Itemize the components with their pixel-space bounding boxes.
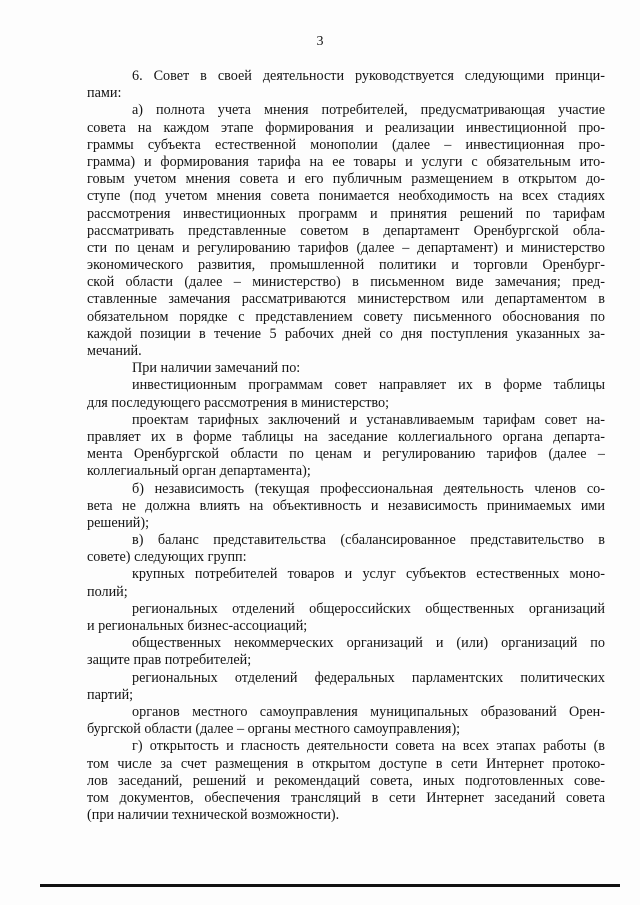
- text-line: а) полнота учета мнения потребителей, предусматривающая участие: [132, 102, 605, 119]
- text-line: 6. Совет в своей деятельности руководствуется следующими принци-: [132, 68, 605, 84]
- text-line: рассмотрения инвестиционных программ и принятия решений по тарифам: [87, 205, 605, 222]
- text-line: (при наличии технической возможности).: [87, 807, 340, 824]
- text-line: проектам тарифных заключений и устанавливаемым тарифам совет на-: [132, 411, 605, 428]
- text-line: мечаний.: [87, 343, 142, 359]
- text-line: обязательном порядке с представлением совету письменного обоснования по: [87, 308, 605, 325]
- text-line: партий;: [87, 686, 134, 703]
- text-line: региональных отделений федеральных парламентских политических: [132, 669, 605, 686]
- text-line: общественных некоммерческих организаций и (или) организаций по: [132, 635, 605, 652]
- text-line: правляет их в форме таблицы на заседание коллегиального органа департа-: [87, 428, 605, 445]
- text-line: инвестиционным программам совет направляет их в форме таблицы: [132, 377, 605, 394]
- text-line: полий;: [87, 583, 128, 600]
- text-line: том документов, обеспечения трансляций в сети Интернет заседаний совета: [87, 789, 605, 806]
- text-line: ставленные замечания рассматриваются министерством или департаментом в: [87, 291, 605, 308]
- bottom-rule: [40, 884, 620, 887]
- text-line: решений);: [87, 514, 150, 531]
- text-line: лов заседаний, решений и рекомендаций совета, иных подготовленных сове-: [87, 772, 605, 789]
- text-line: ступе (под учетом мнения совета понимается необходимость на всех стадиях: [87, 188, 605, 205]
- text-line: экономического развития, промышленной политики и торговли Оренбург-: [87, 257, 605, 274]
- text-line: грамма) и формирования тарифа на ее товары и услуги с обязательным ито-: [87, 153, 605, 170]
- text-line: б) независимость (текущая профессиональная деятельность членов со-: [132, 480, 605, 497]
- text-line: бургской области (далее – органы местного самоуправления);: [87, 721, 461, 738]
- text-line: коллегиальный орган департамента);: [87, 463, 311, 480]
- text-line: в) баланс представительства (сбалансированное представительство в: [132, 532, 605, 549]
- text-line: каждой позиции в течение 5 рабочих дней со дня поступления указанных за-: [87, 325, 605, 342]
- text-line: совете) следующих групп:: [87, 549, 247, 566]
- text-line: защите прав потребителей;: [87, 652, 252, 669]
- text-line: региональных отделений общероссийских общественных организаций: [132, 600, 605, 617]
- text-line: сти по ценам и регулированию тарифов (далее – департамент) и министерство: [87, 239, 605, 256]
- text-line: мента Оренбургской области по ценам и регулированию тарифов (далее –: [87, 446, 605, 463]
- text-line: совета на каждом этапе формирования и реализации инвестиционной про-: [87, 119, 605, 136]
- page-number: 3: [316, 34, 324, 49]
- text-line: говым учетом мнения совета и его публичным размещением в открытом до-: [87, 171, 605, 188]
- text-line: пами:: [87, 85, 122, 102]
- text-line: для последующего рассмотрения в министерство;: [87, 394, 390, 411]
- text-line: и региональных бизнес-ассоциаций;: [87, 618, 308, 634]
- text-line: том числе за счет размещения в открытом доступе в сети Интернет протоко-: [87, 755, 605, 772]
- text-line: органов местного самоуправления муниципальных образований Орен-: [132, 703, 605, 720]
- text-line: вета не должна влиять на объективность и независимость принимаемых ими: [87, 497, 605, 514]
- text-line: ской области (далее – министерство) в письменном виде замечания; пред-: [87, 274, 605, 291]
- text-line: граммы субъекта естественной монополии (далее – инвестиционная про-: [87, 136, 605, 153]
- text-line: крупных потребителей товаров и услуг субъектов естественных моно-: [132, 566, 605, 583]
- text-line: При наличии замечаний по:: [132, 360, 301, 377]
- text-line: г) открытость и гласность деятельности совета на всех этапах работы (в: [132, 738, 605, 755]
- text-line: рассматривать представленные советом в департамент Оренбургской обла-: [87, 222, 605, 239]
- document-body: [87, 68, 605, 824]
